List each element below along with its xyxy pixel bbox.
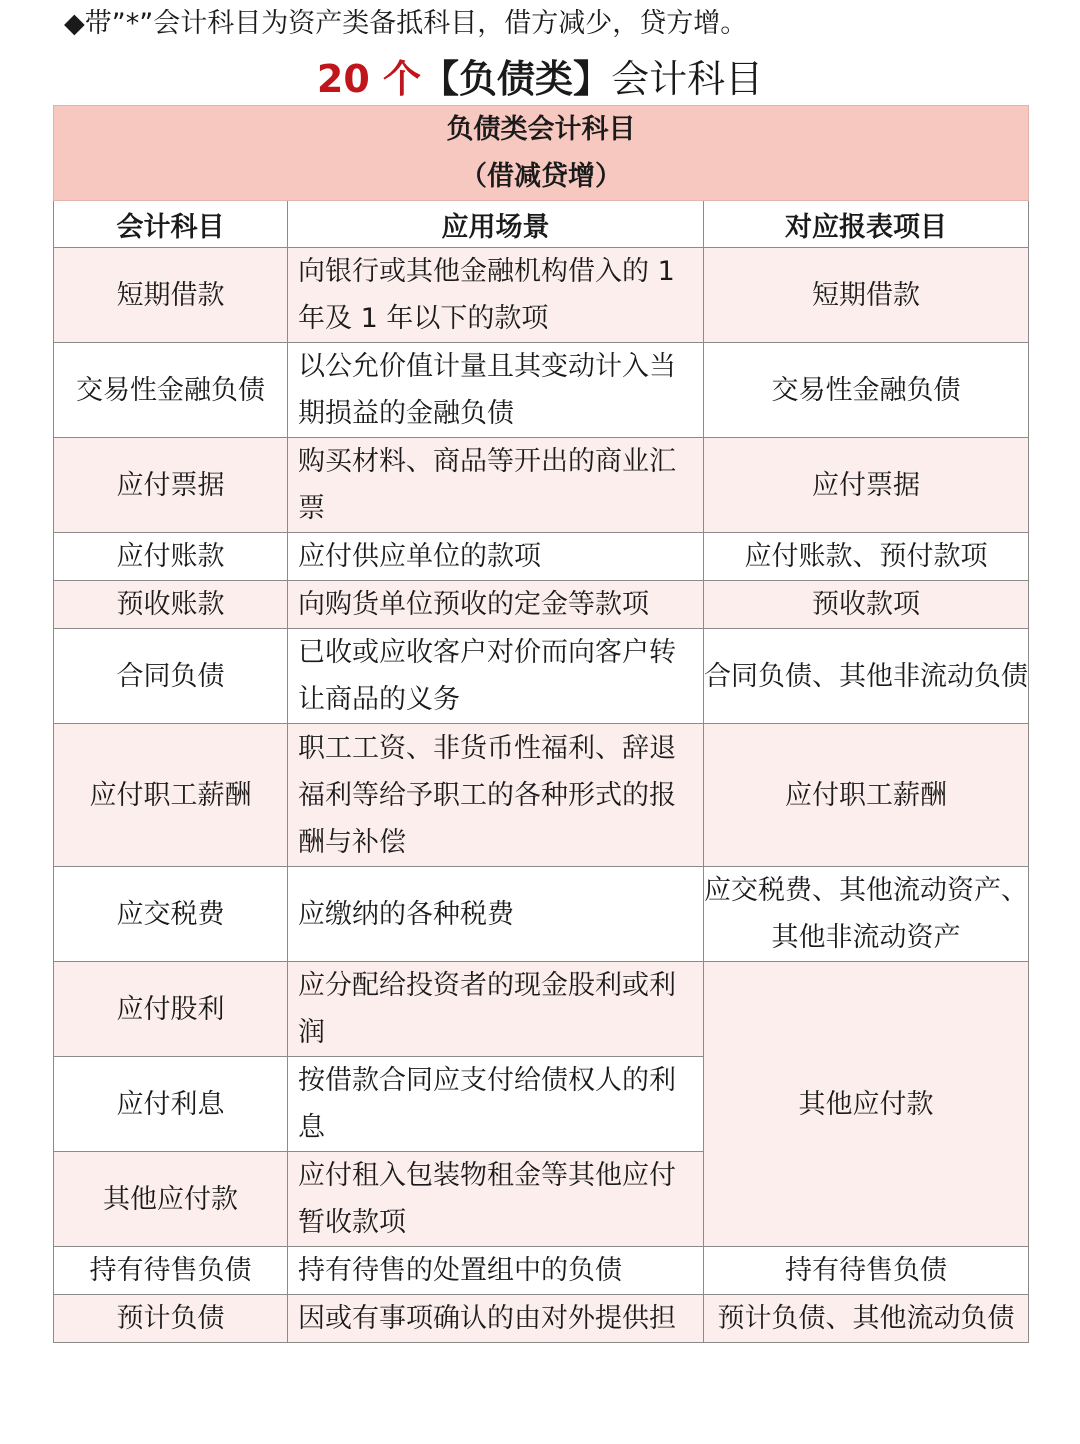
- cell-report: 应交税费、其他流动资产、其他非流动资产: [704, 867, 1029, 962]
- table-row: [54, 581, 1029, 629]
- table-row: [54, 438, 1029, 533]
- table-row: [54, 962, 1029, 1057]
- table-row: [54, 1247, 1029, 1295]
- cell-report: 预收款项: [704, 581, 1029, 629]
- table-title-line2: （借减贷增）: [460, 161, 622, 192]
- table-row: [54, 343, 1029, 438]
- cell-scene: 应分配给投资者的现金股利或利润: [288, 962, 704, 1057]
- cell-report: 短期借款: [704, 248, 1029, 343]
- liability-accounts-table: [53, 105, 1029, 1343]
- cell-report: 交易性金融负债: [704, 343, 1029, 438]
- table-title-line1: 负债类会计科目: [446, 114, 636, 145]
- footnote: ◆带”*”会计科目为资产类备抵科目，借方减少，贷方增。: [64, 8, 748, 39]
- heading-count: 20 个: [316, 57, 422, 101]
- cell-subject: 应交税费: [54, 867, 288, 962]
- cell-subject: 应付利息: [54, 1057, 288, 1152]
- table-title: [54, 106, 1029, 201]
- cell-report-merged: 其他应付款: [704, 962, 1029, 1247]
- cell-subject: 持有待售负债: [54, 1247, 288, 1295]
- cell-scene: 因或有事项确认的由对外提供担: [288, 1295, 704, 1343]
- cell-scene: 持有待售的处置组中的负债: [288, 1247, 704, 1295]
- cell-subject: 预收账款: [54, 581, 288, 629]
- heading-category: 【负债类】: [421, 57, 612, 101]
- cell-subject: 预计负债: [54, 1295, 288, 1343]
- cell-scene: 向购货单位预收的定金等款项: [288, 581, 704, 629]
- header-report: 对应报表项目: [704, 201, 1029, 248]
- cell-scene: 应缴纳的各种税费: [288, 867, 704, 962]
- table-row: [54, 629, 1029, 724]
- cell-scene: 应付租入包装物租金等其他应付暂收款项: [288, 1152, 704, 1247]
- cell-subject: 合同负债: [54, 629, 288, 724]
- cell-report: 预计负债、其他流动负债: [704, 1295, 1029, 1343]
- table-row: [54, 248, 1029, 343]
- cell-report: 应付账款、预付款项: [704, 533, 1029, 581]
- cell-subject: 应付职工薪酬: [54, 724, 288, 867]
- cell-scene: 已收或应收客户对价而向客户转让商品的义务: [288, 629, 704, 724]
- cell-report: 持有待售负债: [704, 1247, 1029, 1295]
- cell-scene: 按借款合同应支付给债权人的利息: [288, 1057, 704, 1152]
- header-scene: 应用场景: [288, 201, 704, 248]
- cell-scene: 职工工资、非货币性福利、辞退福利等给予职工的各种形式的报酬与补偿: [288, 724, 704, 867]
- cell-subject: 其他应付款: [54, 1152, 288, 1247]
- cell-subject: 应付账款: [54, 533, 288, 581]
- cell-subject: 短期借款: [54, 248, 288, 343]
- cell-scene: 应付供应单位的款项: [288, 533, 704, 581]
- cell-subject: 交易性金融负债: [54, 343, 288, 438]
- header-subject: 会计科目: [54, 201, 288, 248]
- cell-subject: 应付股利: [54, 962, 288, 1057]
- cell-report: 应付票据: [704, 438, 1029, 533]
- cell-scene: 向银行或其他金融机构借入的 1 年及 1 年以下的款项: [288, 248, 704, 343]
- cell-scene: 以公允价值计量且其变动计入当期损益的金融负债: [288, 343, 704, 438]
- table-row: [54, 867, 1029, 962]
- table-row: [54, 724, 1029, 867]
- table-row: [54, 533, 1029, 581]
- heading-suffix: 会计科目: [611, 57, 764, 101]
- cell-report: 应付职工薪酬: [704, 724, 1029, 867]
- cell-report: 合同负债、其他非流动负债: [704, 629, 1029, 724]
- cell-subject: 应付票据: [54, 438, 288, 533]
- cell-scene: 购买材料、商品等开出的商业汇票: [288, 438, 704, 533]
- section-heading: [0, 54, 1080, 104]
- table-row: [54, 1295, 1029, 1343]
